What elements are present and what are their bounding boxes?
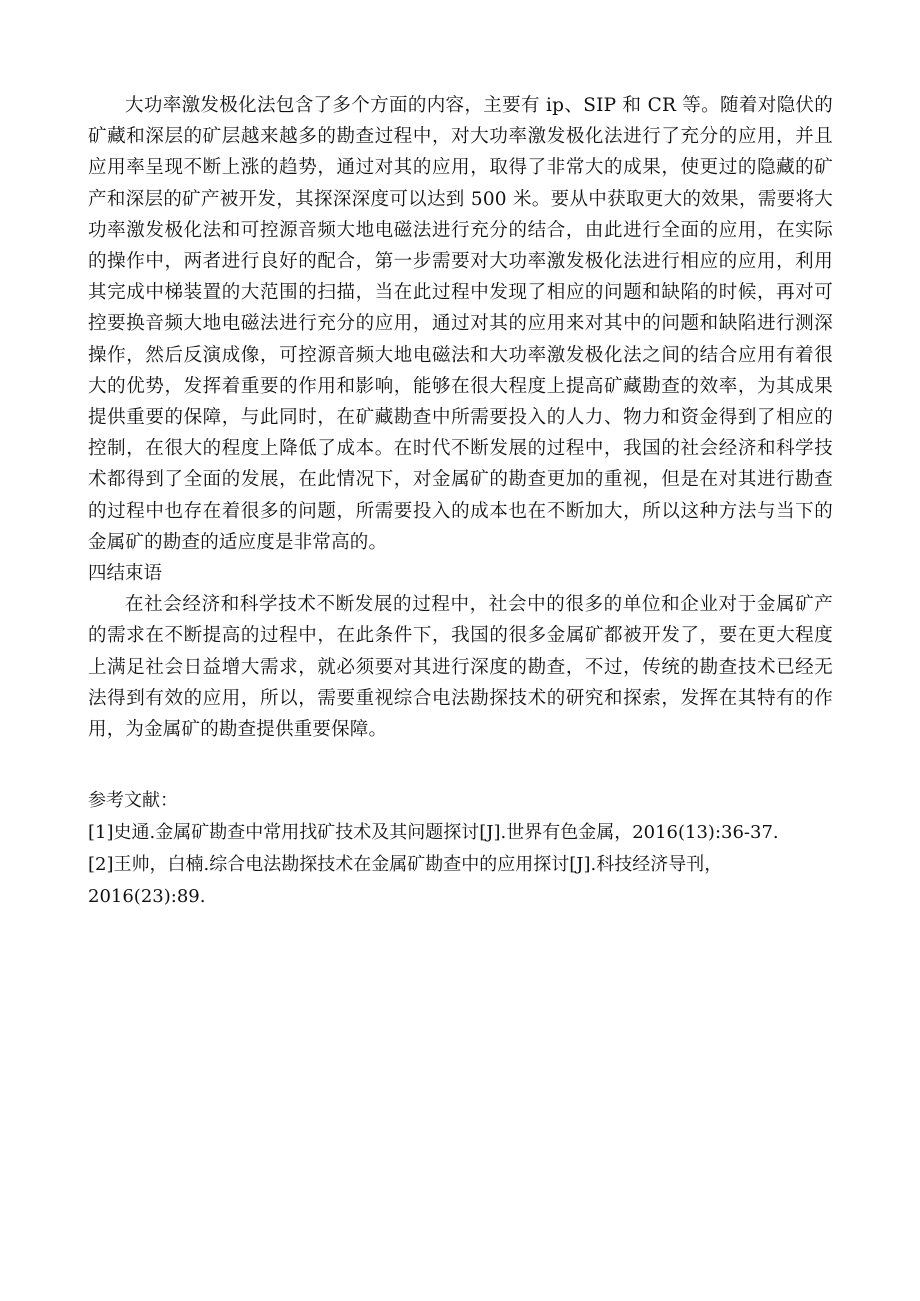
reference-item-1: [1]史通.金属矿勘查中常用找矿技术及其问题探讨[J].世界有色金属，2016(13):36-37.	[88, 822, 779, 844]
body-paragraph-1: 大功率激发极化法包含了多个方面的内容，主要有 ip、SIP 和 CR 等。随着对隐伏的矿藏和深层的矿层越来越多的勘查过程中，对大功率激发极化法进行了充分的应用，并且应用率呈现不断上涨的趋势，通过对其的应用，取得了非常大的成果，使更过的隐藏的矿产和深层的矿产被开发，其探深深度可以达到 500 米。要从中获取更大的效果，需要将大功率激发极化法和可控源音频大地电磁法进行充分的结合，由此进行全面的应用，在实际的操作中，两者进行良好的配合，第一步需要对大功率激发极化法进行相应的应用，利用其完成中梯装置的大范围的扫描，当在此过程中发现了相应的问题和缺陷的时候，再对可控要换音频大地电磁法进行充分的应用，通过对其的应用来对其中的问题和缺陷进行测深操作，然后反演成像，可控源音频大地电磁法和大功率激发极化法之间的结合应用有着很大的优势，发挥着重要的作用和影响，能够在很大程度上提高矿藏勘查的效率，为其成果提供重要的保障，与此同时，在矿藏勘查中所需要投入的人力、物力和资金得到了相应的控制，在很大的程度上降低了成本。在时代不断发展的过程中，我国的社会经济和科学技术都得到了全面的发展，在此情况下，对金属矿的勘查更加的重视，但是在对其进行勘查的过程中也存在着很多的问题，所需要投入的成本也在不断加大，所以这种方法与当下的金属矿的勘查的适应度是非常高的。	[88, 95, 833, 553]
document-body	[88, 90, 833, 913]
body-paragraph-2: 在社会经济和科学技术不断发展的过程中，社会中的很多的单位和企业对于金属矿产的需求在不断提高的过程中，在此条件下，我国的很多金属矿都被开发了，要在更大程度上满足社会日益增大需求，就必须要对其进行深度的勘查，不过，传统的勘查技术已经无法得到有效的应用，所以，需要重视综合电法勘探技术的研究和探索，发挥在其特有的作用，为金属矿的勘查提供重要保障。	[88, 594, 833, 741]
references-title: 参考文献：	[88, 790, 178, 812]
reference-item-2: [2]王帅，白楠.综合电法勘探技术在金属矿勘查中的应用探讨[J].科技经济导刊，2016(23):89.	[88, 854, 723, 908]
section-heading-conclusion: 四结束语	[88, 563, 163, 585]
section-spacer	[88, 745, 833, 785]
